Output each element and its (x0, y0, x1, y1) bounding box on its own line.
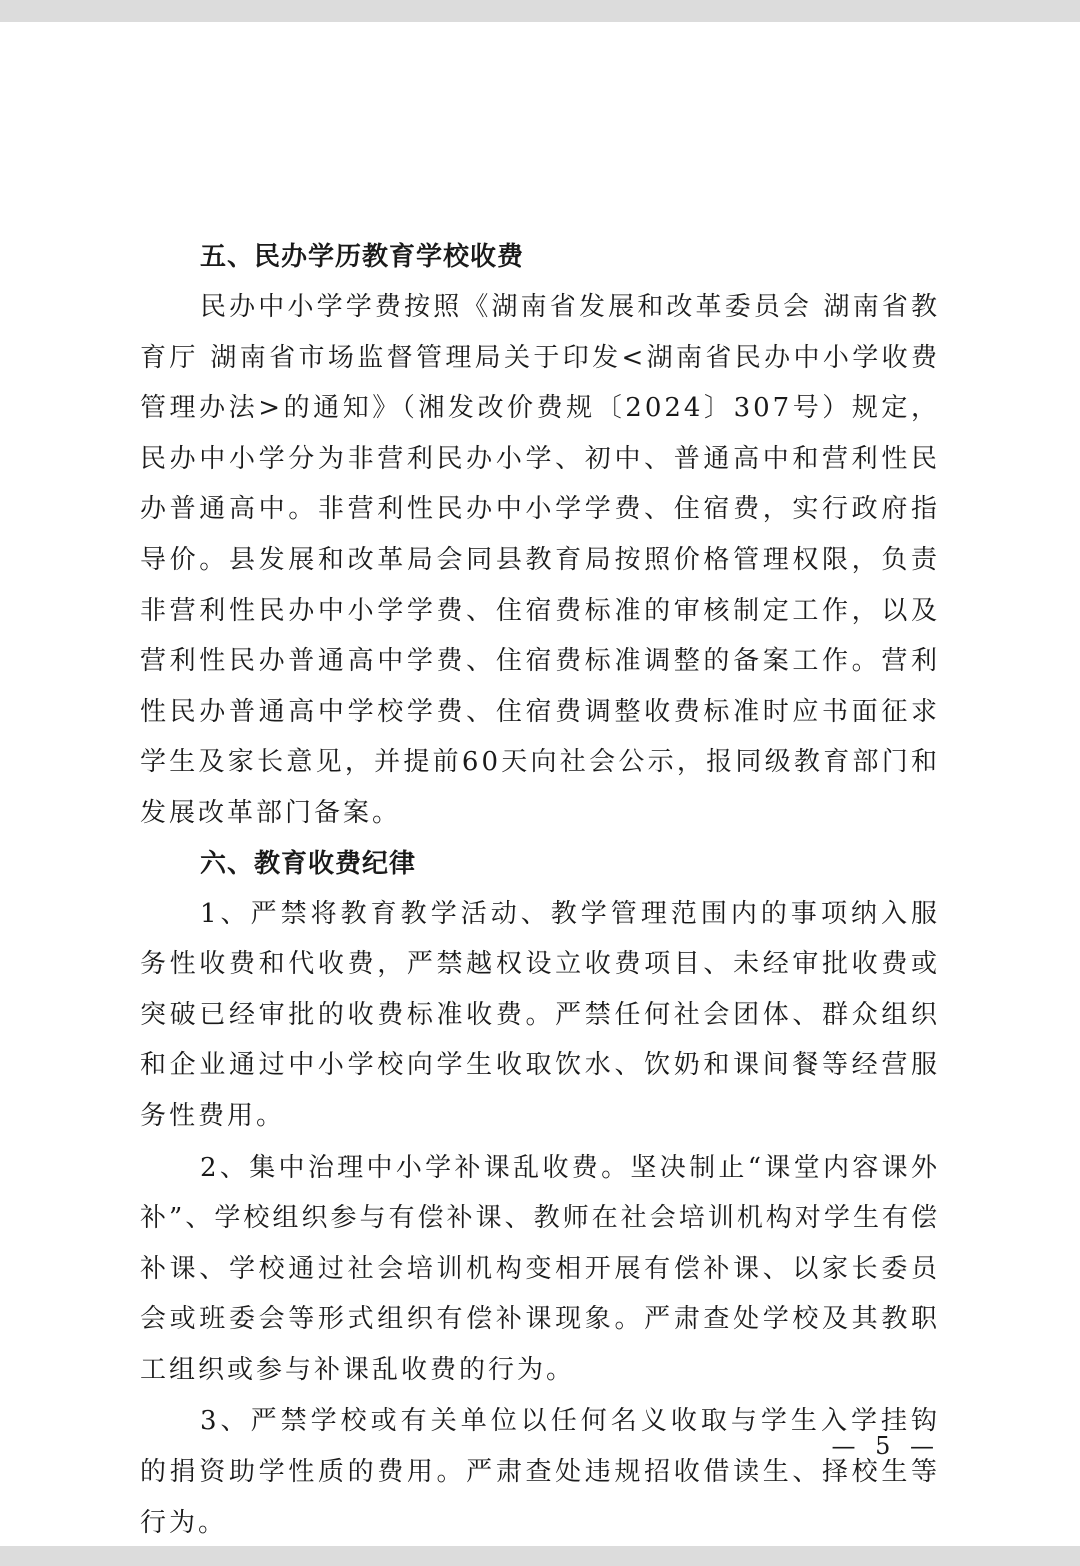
section-6-item-1: 1、严禁将教育教学活动、教学管理范围内的事项纳入服务性收费和代收费，严禁越权设立收费项目、未经审批收费或突破已经审批的收费标准收费。严禁任何社会团体、群众组织和企业通过中小学校向学生收取饮水、饮奶和课间餐等经营服务性费用。 (140, 898, 940, 1131)
section-6-item-2: 2、集中治理中小学补课乱收费。坚决制止“课堂内容课外补”、学校组织参与有偿补课、教师在社会培训机构对学生有偿补课、学校通过社会培训机构变相开展有偿补课、以家长委员会或班委会等形式组织有偿补课现象。严肃查处学校及其教职工组织或参与补课乱收费的行为。 (140, 1152, 940, 1385)
section-6-item-3: 3、严禁学校或有关单位以任何名义收取与学生入学挂钩的捐资助学性质的费用。严肃查处违规招收借读生、择校生等行为。 (140, 1406, 940, 1538)
document-page (0, 22, 1080, 1546)
page-number: — 5 — (831, 1432, 940, 1460)
section-6-heading: 六、教育收费纪律 (200, 848, 417, 879)
section-5-heading: 五、民办学历教育学校收费 (200, 242, 525, 272)
section-5-paragraph: 民办中小学学费按照《湖南省发展和改革委员会 湖南省教育厅 湖南省市场监督管理局关于印发<湖南省民办中小学收费管理办法>的通知》（湘发改价费规〔2024〕307号）规定，民办中小学分为非营利民办小学、初中、普通高中和营利性民办普通高中。非营利性民办中小学学费、住宿费，实行政府指导价。县发展和改革局会同县教育局按照价格管理权限，负责非营利性民办中小学学费、住宿费标准的审核制定工作，以及营利性民办普通高中学费、住宿费标准调整的备案工作。营利性民办普通高中学校学费、住宿费调整收费标准时应书面征求学生及家长意见，并提前60天向社会公示，报同级教育部门和发展改革部门备案。 (140, 292, 940, 828)
document-body (140, 232, 940, 1548)
